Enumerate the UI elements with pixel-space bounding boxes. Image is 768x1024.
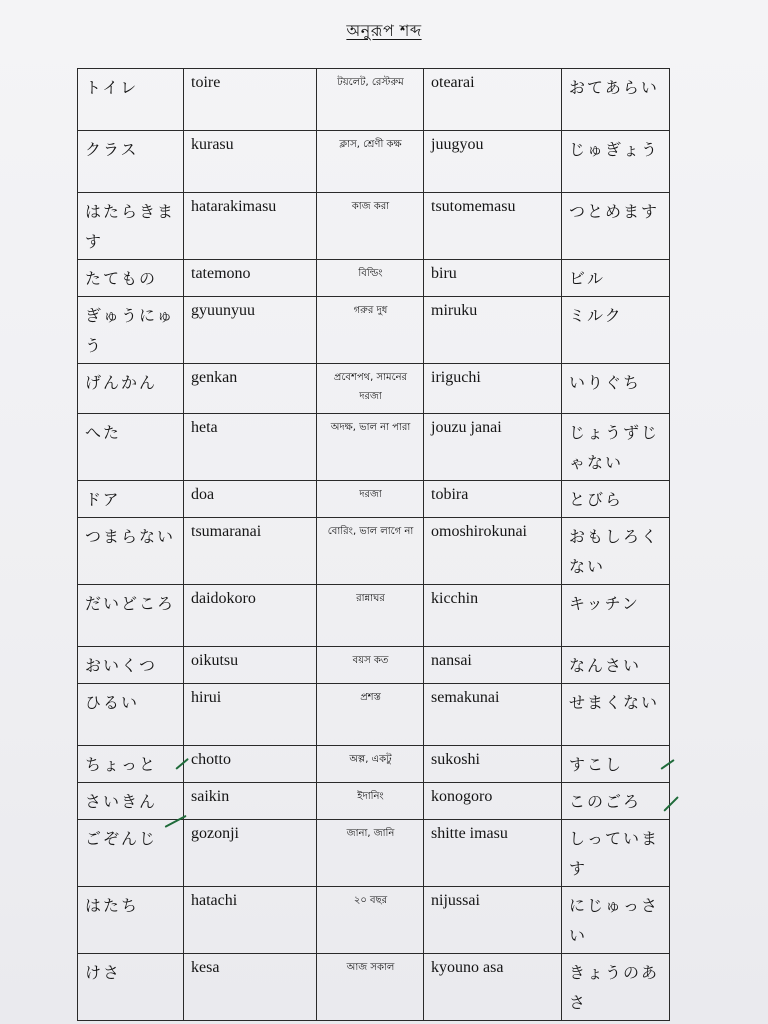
bengali-meaning-cell: ইদানিং (317, 783, 424, 820)
japanese-synonym-cell: いりぐち (562, 364, 670, 414)
romaji-word-cell: hatachi (184, 887, 317, 954)
japanese-word-cell: げんかん (78, 364, 184, 414)
japanese-word-cell: つまらない (78, 518, 184, 585)
bengali-meaning-cell: ২০ বছর (317, 887, 424, 954)
romaji-word-cell: hatarakimasu (184, 193, 317, 260)
japanese-synonym-cell: すこし (562, 746, 670, 783)
japanese-word-cell: はたち (78, 887, 184, 954)
romaji-synonym-cell: semakunai (424, 684, 562, 746)
bengali-meaning-cell: আজ সকাল (317, 954, 424, 1021)
romaji-word-cell: doa (184, 481, 317, 518)
table-row (78, 647, 670, 684)
japanese-word-cell: けさ (78, 954, 184, 1021)
romaji-synonym-cell: shitte imasu (424, 820, 562, 887)
romaji-synonym-cell: iriguchi (424, 364, 562, 414)
romaji-word-cell: genkan (184, 364, 317, 414)
bengali-meaning-cell: রান্নাঘর (317, 585, 424, 647)
japanese-synonym-cell: つとめます (562, 193, 670, 260)
bengali-meaning-cell: বিল্ডিং (317, 260, 424, 297)
japanese-word-cell: ドア (78, 481, 184, 518)
romaji-word-cell: hirui (184, 684, 317, 746)
table-row (78, 260, 670, 297)
japanese-synonym-cell: このごろ (562, 783, 670, 820)
romaji-synonym-cell: juugyou (424, 131, 562, 193)
vocabulary-table-body (78, 69, 670, 1021)
romaji-synonym-cell: biru (424, 260, 562, 297)
japanese-synonym-cell: キッチン (562, 585, 670, 647)
japanese-synonym-cell: とびら (562, 481, 670, 518)
romaji-synonym-cell: miruku (424, 297, 562, 364)
romaji-synonym-cell: tsutomemasu (424, 193, 562, 260)
bengali-meaning-cell: গরুর দুধ (317, 297, 424, 364)
romaji-word-cell: heta (184, 414, 317, 481)
romaji-synonym-cell: nansai (424, 647, 562, 684)
page-title-text: অনুরূপ শব্দ (346, 21, 422, 40)
romaji-word-cell: tsumaranai (184, 518, 317, 585)
romaji-synonym-cell: tobira (424, 481, 562, 518)
japanese-word-cell: ひるい (78, 684, 184, 746)
table-row (78, 684, 670, 746)
romaji-synonym-cell: konogoro (424, 783, 562, 820)
table-row (78, 585, 670, 647)
table-row (78, 414, 670, 481)
romaji-word-cell: gyuunyuu (184, 297, 317, 364)
romaji-word-cell: saikin (184, 783, 317, 820)
japanese-word-cell: さいきん (78, 783, 184, 820)
bengali-meaning-cell: অল্প, একটু (317, 746, 424, 783)
table-row (78, 820, 670, 887)
table-row (78, 193, 670, 260)
table-row (78, 746, 670, 783)
romaji-synonym-cell: otearai (424, 69, 562, 131)
bengali-meaning-cell: বয়স কত (317, 647, 424, 684)
table-row (78, 518, 670, 585)
japanese-word-cell: へた (78, 414, 184, 481)
bengali-meaning-cell: টয়লেট, রেস্টরুম (317, 69, 424, 131)
romaji-word-cell: oikutsu (184, 647, 317, 684)
japanese-synonym-cell: ミルク (562, 297, 670, 364)
japanese-synonym-cell: おてあらい (562, 69, 670, 131)
romaji-synonym-cell: jouzu janai (424, 414, 562, 481)
romaji-word-cell: kesa (184, 954, 317, 1021)
romaji-word-cell: kurasu (184, 131, 317, 193)
table-row (78, 364, 670, 414)
romaji-word-cell: tatemono (184, 260, 317, 297)
japanese-synonym-cell: しっています (562, 820, 670, 887)
table-row (78, 131, 670, 193)
bengali-meaning-cell: প্রশস্ত (317, 684, 424, 746)
bengali-meaning-cell: অদক্ষ, ভাল না পারা (317, 414, 424, 481)
table-row (78, 887, 670, 954)
bengali-meaning-cell: বোরিং, ভাল লাগে না (317, 518, 424, 585)
romaji-word-cell: toire (184, 69, 317, 131)
table-row (78, 69, 670, 131)
japanese-word-cell: だいどころ (78, 585, 184, 647)
bengali-meaning-cell: জানা, জানি (317, 820, 424, 887)
page-title (0, 18, 768, 45)
table-row (78, 783, 670, 820)
japanese-word-cell: クラス (78, 131, 184, 193)
romaji-synonym-cell: kyouno asa (424, 954, 562, 1021)
table-row (78, 481, 670, 518)
table-row (78, 297, 670, 364)
japanese-word-cell: たてもの (78, 260, 184, 297)
romaji-word-cell: chotto (184, 746, 317, 783)
romaji-synonym-cell: kicchin (424, 585, 562, 647)
japanese-word-cell: はたらきます (78, 193, 184, 260)
romaji-word-cell: gozonji (184, 820, 317, 887)
japanese-word-cell: ごぞんじ (78, 820, 184, 887)
vocabulary-table (77, 68, 670, 1021)
japanese-synonym-cell: ビル (562, 260, 670, 297)
japanese-word-cell: トイレ (78, 69, 184, 131)
bengali-meaning-cell: প্রবেশপথ, সামনের দরজা (317, 364, 424, 414)
romaji-synonym-cell: sukoshi (424, 746, 562, 783)
japanese-word-cell: おいくつ (78, 647, 184, 684)
japanese-word-cell: ぎゅうにゅう (78, 297, 184, 364)
japanese-synonym-cell: きょうのあさ (562, 954, 670, 1021)
romaji-synonym-cell: omoshirokunai (424, 518, 562, 585)
japanese-synonym-cell: じゅぎょう (562, 131, 670, 193)
japanese-synonym-cell: おもしろくない (562, 518, 670, 585)
japanese-synonym-cell: せまくない (562, 684, 670, 746)
table-row (78, 954, 670, 1021)
romaji-synonym-cell: nijussai (424, 887, 562, 954)
bengali-meaning-cell: দরজা (317, 481, 424, 518)
bengali-meaning-cell: কাজ করা (317, 193, 424, 260)
japanese-word-cell: ちょっと (78, 746, 184, 783)
romaji-word-cell: daidokoro (184, 585, 317, 647)
japanese-synonym-cell: じょうずじゃない (562, 414, 670, 481)
japanese-synonym-cell: にじゅっさい (562, 887, 670, 954)
bengali-meaning-cell: ক্লাস, শ্রেণী কক্ষ (317, 131, 424, 193)
japanese-synonym-cell: なんさい (562, 647, 670, 684)
